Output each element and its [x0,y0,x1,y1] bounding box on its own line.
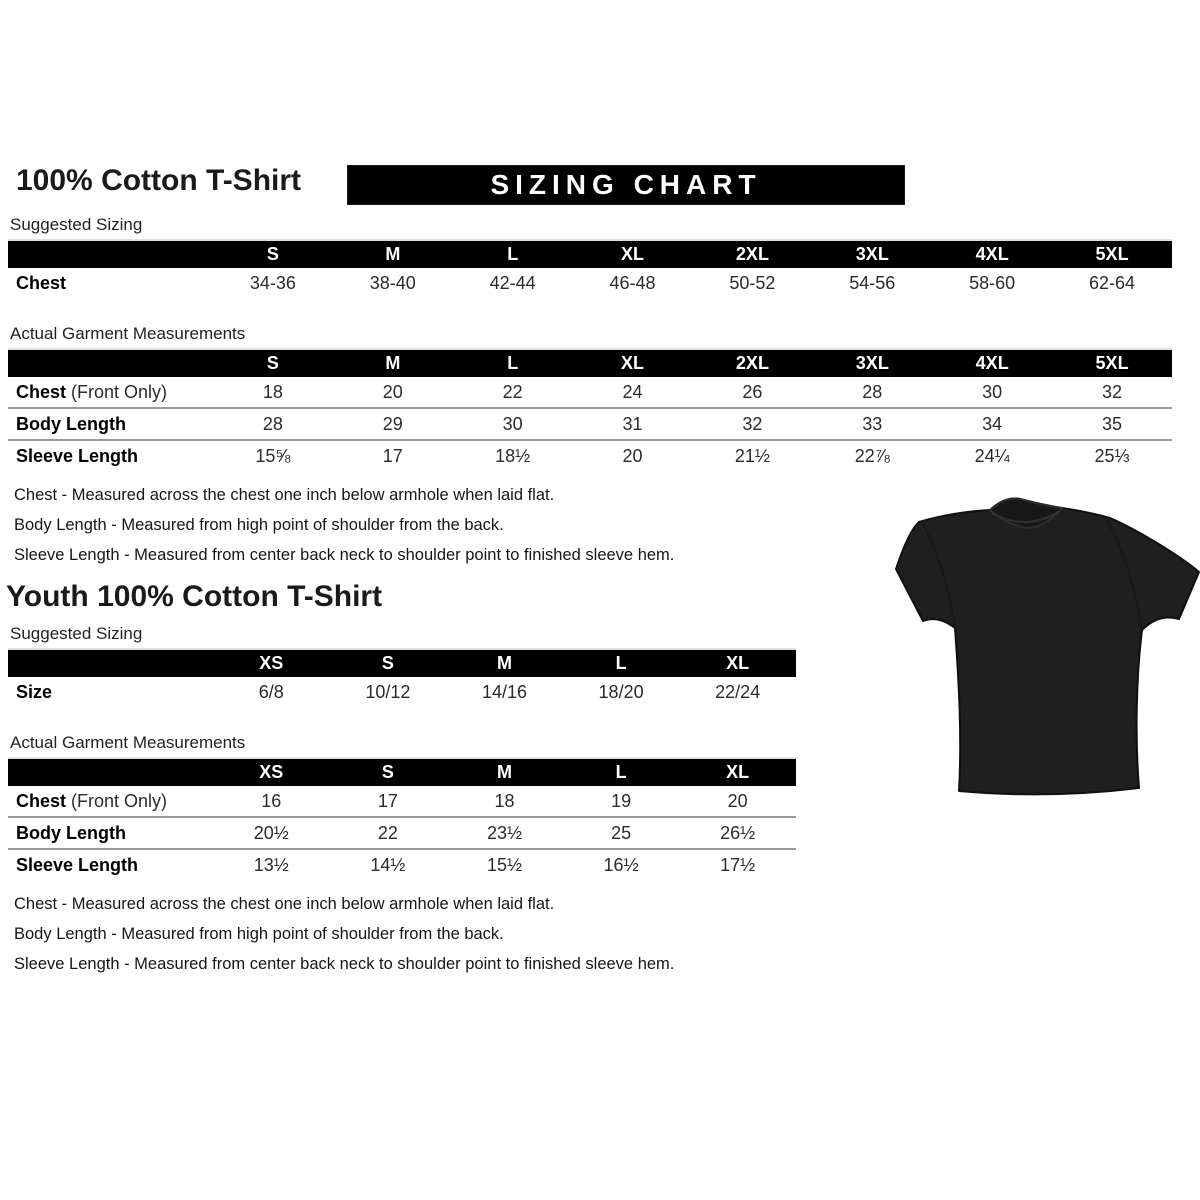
column-header-xs: XS [213,758,330,786]
value-cell: 17 [333,440,453,471]
note-chest: Chest - Measured across the chest one inch below armhole when laid flat. [14,486,555,504]
column-header-blank [8,649,213,677]
value-cell: 26½ [679,817,796,849]
value-cell: 18 [262,381,283,402]
column-header-s: S [213,240,333,268]
value-cell: 26 [742,381,763,402]
value-cell: 32 [1102,381,1123,402]
column-header-2xl: 2XL [693,240,813,268]
value-cell: 24¼ [932,440,1052,471]
table-header-row [8,758,796,786]
column-header-4xl: 4XL [932,240,1052,268]
row-label-cell [8,268,213,298]
value-cell: 6/8 [258,681,284,702]
column-header-s: S [330,649,447,677]
youth-suggested-sizing-table [8,648,796,707]
column-header-5xl: 5XL [1052,240,1172,268]
note-body-length: Body Length - Measured from high point of shoulder from the back. [14,925,504,943]
value-cell: 20½ [213,817,330,849]
value-cell: 34-36 [249,272,296,293]
row-label: Size [16,681,53,702]
row-label: Body Length [16,822,126,843]
value-cell: 10/12 [365,681,411,702]
table-row [8,677,796,707]
value-cell: 23½ [446,817,563,849]
table-header-row [8,649,796,677]
value-cell: 30 [982,381,1003,402]
column-header-l: L [453,240,573,268]
adult-suggested-sizing-table [8,239,1172,298]
page-title: 100% Cotton T-Shirt [16,164,302,197]
row-label: Body Length [16,413,126,434]
value-cell: 20 [573,440,693,471]
row-label: Sleeve Length [16,445,139,466]
column-header-l: L [563,758,680,786]
column-header-s: S [213,349,333,377]
value-cell: 22 [502,381,523,402]
value-cell: 21½ [693,440,813,471]
value-cell: 15½ [446,849,563,880]
column-header-l: L [453,349,573,377]
table-row [8,849,796,880]
table-row [8,268,1172,298]
table-row [8,817,796,849]
youth-measurement-notes [14,894,1186,975]
column-header-xl: XL [573,349,693,377]
column-header-5xl: 5XL [1052,349,1172,377]
row-label-suffix: (Front Only) [66,381,168,402]
row-label: Chest [16,790,67,811]
table-row [8,440,1172,471]
column-header-xl: XL [679,649,796,677]
youth-suggested-sizing-label: Suggested Sizing [10,624,143,643]
sizing-chart-banner [347,165,905,205]
adult-garment-measurements-label: Actual Garment Measurements [10,324,246,343]
column-header-m: M [446,649,563,677]
column-header-3xl: 3XL [812,240,932,268]
row-label: Chest [16,381,67,402]
value-cell: 30 [453,408,573,440]
value-cell: 22 [330,817,447,849]
table-header-row [8,240,1172,268]
value-cell: 58-60 [969,272,1016,293]
column-header-xl: XL [679,758,796,786]
value-cell: 17 [377,790,398,811]
column-header-xs: XS [213,649,330,677]
column-header-m: M [333,349,453,377]
tshirt-product-photo [893,468,1200,806]
youth-garment-measurements-label: Actual Garment Measurements [10,733,246,752]
value-cell: 14½ [330,849,447,880]
row-label-cell [8,849,213,880]
value-cell: 22⅞ [812,440,932,471]
table-row [8,408,1172,440]
column-header-blank [8,758,213,786]
column-header-m: M [333,240,453,268]
column-header-xl: XL [573,240,693,268]
value-cell: 50-52 [729,272,776,293]
value-cell: 15⅝ [213,440,333,471]
row-label-cell [8,817,213,849]
value-cell: 62-64 [1089,272,1136,293]
row-label-cell [8,786,213,817]
value-cell: 18/20 [598,681,644,702]
note-sleeve-length: Sleeve Length - Measured from center back neck to shoulder point to finished sleeve hem. [14,546,675,564]
column-header-m: M [446,758,563,786]
row-label-cell [8,377,213,408]
value-cell: 32 [693,408,813,440]
value-cell: 19 [611,790,632,811]
header-row [8,163,1186,205]
value-cell: 18 [494,790,515,811]
value-cell: 14/16 [481,681,527,702]
table-row [8,786,796,817]
column-header-blank [8,240,213,268]
value-cell: 33 [812,408,932,440]
column-header-l: L [563,649,680,677]
note-body-length: Body Length - Measured from high point of shoulder from the back. [14,516,504,534]
row-label: Chest [16,272,67,293]
value-cell: 13½ [213,849,330,880]
value-cell: 28 [862,381,883,402]
row-label-cell [8,677,213,707]
value-cell: 35 [1052,408,1172,440]
value-cell: 24 [622,381,643,402]
value-cell: 34 [932,408,1052,440]
table-header-row [8,349,1172,377]
value-cell: 18½ [453,440,573,471]
sizing-chart-banner-label: SIZING CHART [490,169,762,200]
value-cell: 20 [382,381,403,402]
value-cell: 29 [333,408,453,440]
value-cell: 46-48 [609,272,656,293]
row-label-cell [8,440,213,471]
value-cell: 16½ [563,849,680,880]
column-header-blank [8,349,213,377]
value-cell: 28 [213,408,333,440]
column-header-s: S [330,758,447,786]
value-cell: 25⅓ [1052,440,1172,471]
adult-suggested-sizing-label: Suggested Sizing [10,215,143,234]
value-cell: 31 [573,408,693,440]
column-header-3xl: 3XL [812,349,932,377]
row-label-suffix: (Front Only) [66,790,168,811]
column-header-4xl: 4XL [932,349,1052,377]
black-tshirt-image [893,468,1200,806]
row-label: Sleeve Length [16,854,139,875]
youth-garment-measurements-table [8,757,796,880]
adult-garment-measurements-table [8,348,1172,471]
value-cell: 20 [727,790,748,811]
value-cell: 17½ [679,849,796,880]
value-cell: 16 [261,790,282,811]
value-cell: 54-56 [849,272,896,293]
youth-section-title: Youth 100% Cotton T-Shirt [6,580,383,613]
value-cell: 22/24 [715,681,761,702]
tshirt-body-shape [896,498,1199,794]
table-row [8,377,1172,408]
value-cell: 42-44 [489,272,536,293]
note-sleeve-length: Sleeve Length - Measured from center back neck to shoulder point to finished sleeve hem. [14,955,675,973]
note-chest: Chest - Measured across the chest one inch below armhole when laid flat. [14,895,555,913]
value-cell: 25 [563,817,680,849]
value-cell: 38-40 [369,272,416,293]
row-label-cell [8,408,213,440]
column-header-2xl: 2XL [693,349,813,377]
